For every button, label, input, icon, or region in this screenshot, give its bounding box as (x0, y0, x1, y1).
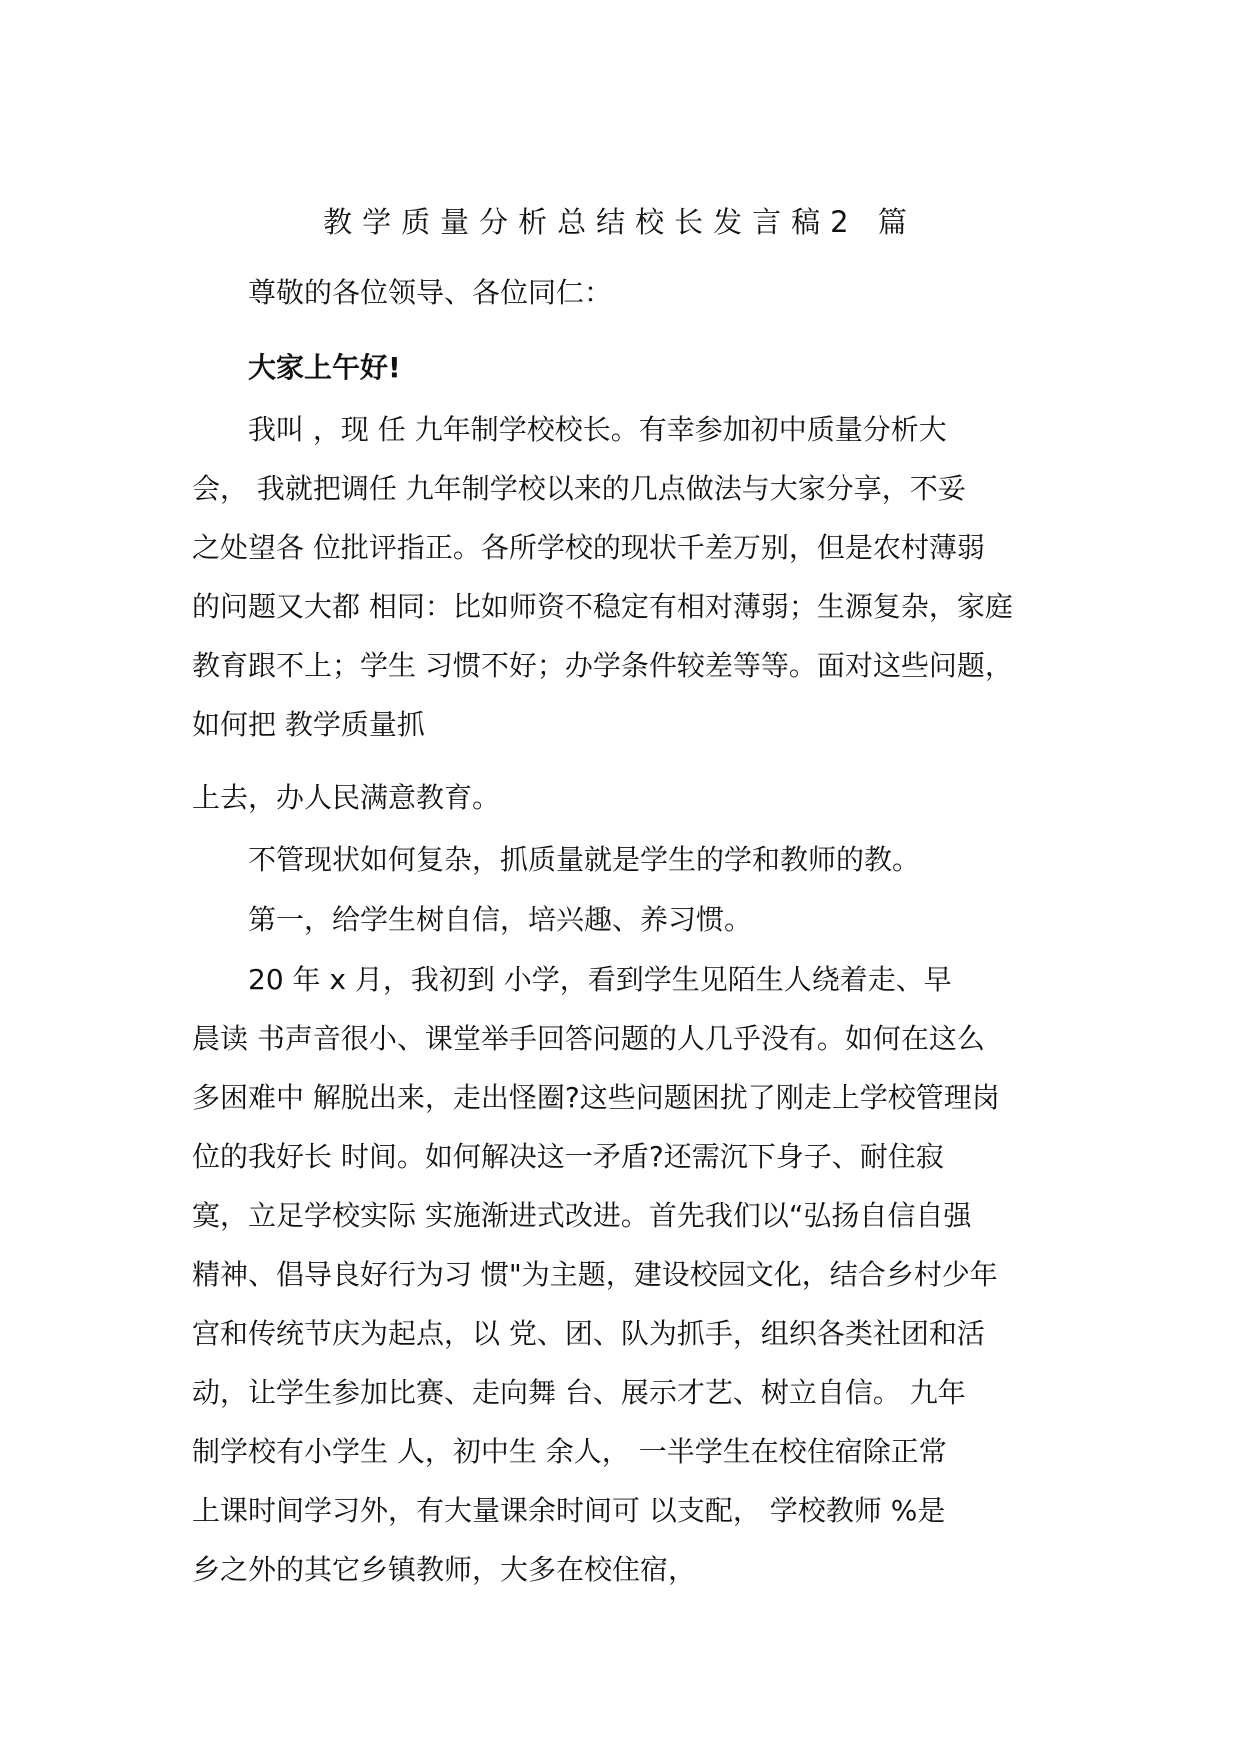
text-line: 20 年 x 月，我初到 小学，看到学生见陌生人绕着走、早 (248, 963, 952, 996)
text-line: 晨读 书声音很小、课堂举手回答问题的人几乎没有。如何在这么 (192, 1022, 985, 1055)
text-line: 位的我好长 时间。如何解决这一矛盾?还需沉下身子、耐住寂 (192, 1140, 944, 1173)
salutation: 尊敬的各位领导、各位同仁： (248, 276, 613, 309)
greeting: 大家上午好! (248, 351, 401, 384)
text-line: 我叫 ，现 任 九年制学校校长。有幸参加初中质量分析大 (248, 413, 947, 446)
text-line: 宫和传统节庆为起点，以 党、团、队为抓手，组织各类社团和活 (192, 1317, 985, 1350)
paragraph-intro (192, 400, 1072, 754)
text-line: 精神、倡导良好行为习 惯"为主题，建设校园文化，结合乡村少年 (192, 1258, 998, 1291)
paragraph-continuation: 上去，办人民满意教育。 (192, 781, 501, 814)
text-line: 教育跟不上；学生 习惯不好；办学条件较差等等。面对这些问题， (192, 649, 1013, 682)
text-line: 乡之外的其它乡镇教师，大多在校住宿， (192, 1553, 697, 1586)
text-line: 之处望各 位批评指正。各所学校的现状千差万别，但是农村薄弱 (192, 531, 985, 564)
text-line: 寞，立足学校实际 实施渐进式改进。首先我们以“弘扬自信自强 (192, 1199, 972, 1232)
text-line: 的问题又大都 相同：比如师资不稳定有相对薄弱；生源复杂，家庭 (192, 590, 1013, 623)
text-line: 上课时间学习外，有大量课余时间可 以支配， 学校教师 %是 (192, 1494, 946, 1527)
text-line: 多困难中 解脱出来，走出怪圈?这些问题困扰了刚走上学校管理岗 (192, 1081, 1000, 1114)
paragraph-quality: 不管现状如何复杂，抓质量就是学生的学和教师的教。 (248, 843, 921, 876)
text-line: 会， 我就把调任 九年制学校以来的几点做法与大家分享，不妥 (192, 472, 966, 505)
text-line: 动，让学生参加比赛、走向舞 台、展示才艺、树立自信。 九年 (192, 1376, 966, 1409)
document-title: 教学质量分析总结校长发言稿2 篇 (323, 205, 917, 239)
section-heading-first: 第一，给学生树自信，培兴趣、养习惯。 (248, 903, 753, 936)
paragraph-story (192, 950, 1072, 1599)
text-line: 如何把 教学质量抓 (192, 708, 425, 741)
text-line: 制学校有小学生 人，初中生 余人， 一半学生在校住宿除正常 (192, 1435, 947, 1468)
